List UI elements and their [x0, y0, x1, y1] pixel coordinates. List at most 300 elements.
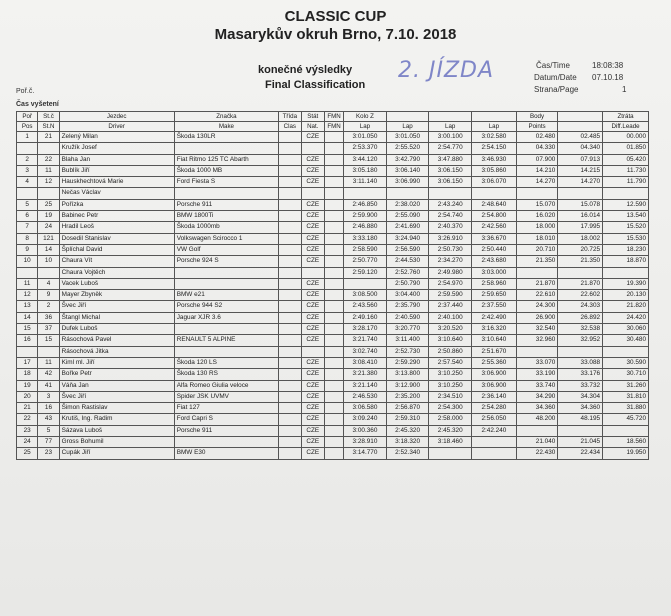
cell-points: 24.300: [516, 301, 558, 312]
cell-position: 8: [17, 233, 38, 244]
cell-lap: 2:40.590: [386, 312, 429, 323]
table-row: [17, 290, 649, 301]
cell-points: [516, 267, 558, 278]
cell-fmn: [324, 233, 343, 244]
cell-driver: Zelený Milan: [59, 132, 174, 143]
cell-fmn: [324, 165, 343, 176]
cell-fmn: [324, 211, 343, 222]
cell-lap: 2:50.860: [429, 346, 472, 357]
cell-diff: 20.130: [603, 290, 649, 301]
cell-lap: 2:57.540: [429, 357, 472, 368]
cell-points-b: 33.088: [558, 357, 603, 368]
cell-class: [279, 425, 301, 436]
cell-lap: 3:33.180: [344, 233, 387, 244]
table-row: [17, 391, 649, 402]
cell-start-number: 10: [38, 256, 59, 267]
cell-position: 23: [17, 425, 38, 436]
cell-points-b: 21.350: [558, 256, 603, 267]
cell-driver: Gross Bohumil: [59, 437, 174, 448]
cell-nationality: CZE: [301, 154, 324, 165]
cell-start-number: 2: [38, 301, 59, 312]
table-row: [17, 380, 649, 391]
cell-class: [279, 278, 301, 289]
event-subtitle: Masarykův okruh Brno, 7.10. 2018: [214, 26, 457, 43]
cell-lap: 2:49.980: [429, 267, 472, 278]
cell-lap: 2:54.970: [429, 278, 472, 289]
cell-lap: 2:50.730: [429, 244, 472, 255]
cell-make: [174, 267, 278, 278]
cell-start-number: 15: [38, 335, 59, 346]
table-row: [17, 211, 649, 222]
cell-lap: 3:01.050: [344, 132, 387, 143]
cell-diff: [603, 188, 649, 199]
cell-lap: 3:13.800: [386, 369, 429, 380]
cell-nationality: CZE: [301, 222, 324, 233]
cell-nationality: CZE: [301, 165, 324, 176]
cell-diff: [603, 425, 649, 436]
cell-lap: 3:12.900: [386, 380, 429, 391]
cell-diff: [603, 346, 649, 357]
cell-lap: 3:21.140: [344, 380, 387, 391]
cell-driver: Babinec Petr: [59, 211, 174, 222]
position-label: Poř.č.: [16, 88, 35, 95]
cell-start-number: 24: [38, 222, 59, 233]
cell-make: Spider JSK UVMV: [174, 391, 278, 402]
cell-lap: 2:48.640: [472, 199, 517, 210]
cell-points-b: [558, 267, 603, 278]
cell-lap: 2:35.200: [386, 391, 429, 402]
column-header: Značka: [174, 112, 278, 122]
table-row: [17, 132, 649, 143]
cell-fmn: [324, 290, 343, 301]
cell-points-b: 22.434: [558, 448, 603, 459]
cell-points: 18.000: [516, 222, 558, 233]
cell-lap: 2:54.740: [429, 211, 472, 222]
cell-fmn: [324, 301, 343, 312]
column-header: Poř: [17, 112, 38, 122]
cell-points: 32.540: [516, 324, 558, 335]
cell-lap: 2:51.670: [472, 346, 517, 357]
result-title-cz: konečné výsledky: [258, 64, 353, 76]
cell-start-number: 23: [38, 448, 59, 459]
cell-fmn: [324, 177, 343, 188]
cell-lap: 3:28.910: [344, 437, 387, 448]
cell-diff: 31.810: [603, 391, 649, 402]
cell-fmn: [324, 154, 343, 165]
cell-position: 22: [17, 414, 38, 425]
cell-make: [174, 346, 278, 357]
cell-nationality: CZE: [301, 244, 324, 255]
column-header: Ztráta: [603, 112, 649, 122]
cell-start-number: 14: [38, 244, 59, 255]
cell-lap: 3:18.460: [429, 437, 472, 448]
table-row: [17, 222, 649, 233]
cell-start-number: [38, 346, 59, 357]
cell-lap: 3:11.400: [386, 335, 429, 346]
cell-make: Porsche 911: [174, 425, 278, 436]
cell-diff: 18.870: [603, 256, 649, 267]
cell-make: [174, 143, 278, 154]
cell-lap: 3:00.360: [344, 425, 387, 436]
cell-lap: 2:49.160: [344, 312, 387, 323]
cell-position: [17, 346, 38, 357]
cell-driver: Šimon Rastislav: [59, 403, 174, 414]
cell-points-b: 33.176: [558, 369, 603, 380]
cell-lap: [472, 448, 517, 459]
cell-position: 6: [17, 211, 38, 222]
cell-lap: 3:47.880: [429, 154, 472, 165]
cell-lap: 3:10.640: [472, 335, 517, 346]
cell-fmn: [324, 222, 343, 233]
cell-points-b: 22.602: [558, 290, 603, 301]
table-row-continuation: [17, 267, 649, 278]
cell-points-b: 21.870: [558, 278, 603, 289]
column-header: Třída: [279, 112, 301, 122]
column-header: Clas: [279, 122, 301, 132]
cell-points: 34.360: [516, 403, 558, 414]
cell-position: 1: [17, 132, 38, 143]
header-row: [17, 112, 649, 122]
cell-lap: 2:37.550: [472, 301, 517, 312]
cell-points: [516, 346, 558, 357]
cell-points: 02.480: [516, 132, 558, 143]
cell-nationality: CZE: [301, 211, 324, 222]
column-header: St.N: [38, 122, 59, 132]
cell-lap: 3:20.520: [429, 324, 472, 335]
table-row: [17, 357, 649, 368]
table-row: [17, 244, 649, 255]
cell-class: [279, 256, 301, 267]
cell-lap: 2:36.140: [472, 391, 517, 402]
column-header: FMN: [324, 122, 343, 132]
cell-lap: 2:55.520: [386, 143, 429, 154]
cell-fmn: [324, 357, 343, 368]
cell-points-b: 14.270: [558, 177, 603, 188]
cell-diff: 30.590: [603, 357, 649, 368]
cell-fmn: [324, 278, 343, 289]
cell-diff: [603, 267, 649, 278]
cell-lap: 2:52.340: [386, 448, 429, 459]
cell-fmn: [324, 414, 343, 425]
cell-codriver: Nečas Václav: [59, 188, 174, 199]
column-header: Body: [516, 112, 558, 122]
cell-lap: 2:55.360: [472, 357, 517, 368]
cell-diff: 21.820: [603, 301, 649, 312]
cell-driver: Dufek Luboš: [59, 324, 174, 335]
cell-class: [279, 233, 301, 244]
column-header: St.č: [38, 112, 59, 122]
cell-class: [279, 369, 301, 380]
cell-lap: 2:50.770: [344, 256, 387, 267]
cell-driver: Mayer Zbyněk: [59, 290, 174, 301]
cell-position: 3: [17, 165, 38, 176]
cell-diff: 30.710: [603, 369, 649, 380]
cell-lap: 2:44.530: [386, 256, 429, 267]
cell-lap: 2:58.000: [429, 414, 472, 425]
cell-diff: 01.850: [603, 143, 649, 154]
cell-points-b: [558, 425, 603, 436]
cell-class: [279, 267, 301, 278]
cell-nationality: CZE: [301, 290, 324, 301]
cell-points: 22.430: [516, 448, 558, 459]
table-row: [17, 414, 649, 425]
cell-lap: [386, 188, 429, 199]
cell-fmn: [324, 267, 343, 278]
cell-class: [279, 437, 301, 448]
cell-position: 19: [17, 380, 38, 391]
cell-diff: 24.420: [603, 312, 649, 323]
cell-driver: Krutiš, Ing. Radim: [59, 414, 174, 425]
table-row: [17, 335, 649, 346]
cell-driver: Sázava Luboš: [59, 425, 174, 436]
cell-start-number: [38, 188, 59, 199]
cell-driver: Kiml ml. Jiří: [59, 357, 174, 368]
cell-lap: 2:52.730: [386, 346, 429, 357]
cell-start-number: 4: [38, 278, 59, 289]
cell-make: Porsche 924 S: [174, 256, 278, 267]
cell-lap: 2:56.870: [386, 403, 429, 414]
table-row: [17, 154, 649, 165]
cell-start-number: 11: [38, 165, 59, 176]
time-value: 18:08:38: [592, 61, 624, 70]
cell-nationality: CZE: [301, 414, 324, 425]
cell-driver: Vacek Luboš: [59, 278, 174, 289]
cell-start-number: 121: [38, 233, 59, 244]
cell-make: [174, 324, 278, 335]
cell-diff: 30.480: [603, 335, 649, 346]
cell-position: 16: [17, 335, 38, 346]
cell-lap: 2:42.240: [472, 425, 517, 436]
cell-start-number: 36: [38, 312, 59, 323]
cell-lap: [472, 437, 517, 448]
cell-position: [17, 188, 38, 199]
cell-class: [279, 132, 301, 143]
result-title-en: Final Classification: [265, 79, 366, 91]
table-row: [17, 324, 649, 335]
cell-nationality: CZE: [301, 132, 324, 143]
cell-points: 33.070: [516, 357, 558, 368]
cell-lap: 2:59.650: [472, 290, 517, 301]
column-header: Lap: [429, 122, 472, 132]
cell-fmn: [324, 425, 343, 436]
cell-nationality: CZE: [301, 199, 324, 210]
page-value: 1: [622, 85, 627, 94]
cell-lap: 3:04.400: [386, 290, 429, 301]
cell-lap: [344, 188, 387, 199]
cell-lap: 3:08.500: [344, 290, 387, 301]
section-label: Čas vyšetení: [16, 101, 59, 108]
cell-class: [279, 177, 301, 188]
cell-points: 22.610: [516, 290, 558, 301]
cell-diff: 18.560: [603, 437, 649, 448]
cell-start-number: 19: [38, 211, 59, 222]
cell-class: [279, 165, 301, 176]
cell-nationality: CZE: [301, 256, 324, 267]
cell-lap: 3:06.900: [472, 369, 517, 380]
cell-nationality: CZE: [301, 357, 324, 368]
cell-fmn: [324, 244, 343, 255]
cell-points: 48.200: [516, 414, 558, 425]
cell-start-number: 3: [38, 391, 59, 402]
cell-make: Škoda 130 RS: [174, 369, 278, 380]
cell-class: [279, 357, 301, 368]
cell-start-number: [38, 267, 59, 278]
cell-diff: 15.520: [603, 222, 649, 233]
cell-nationality: [301, 143, 324, 154]
cell-fmn: [324, 188, 343, 199]
cell-lap: 2:45.320: [386, 425, 429, 436]
cell-diff: 11.730: [603, 165, 649, 176]
cell-class: [279, 244, 301, 255]
cell-points: 21.350: [516, 256, 558, 267]
cell-points-b: 04.340: [558, 143, 603, 154]
column-header: Lap: [386, 122, 429, 132]
page-label: Strana/Page: [534, 85, 579, 94]
cell-driver: Pořízka: [59, 199, 174, 210]
cell-driver: Chaura Vít: [59, 256, 174, 267]
column-header: Stát: [301, 112, 324, 122]
cell-driver: Hauskhechtová Marie: [59, 177, 174, 188]
cell-fmn: [324, 324, 343, 335]
cell-lap: 2:54.800: [472, 211, 517, 222]
cell-fmn: [324, 335, 343, 346]
cell-position: 21: [17, 403, 38, 414]
cell-driver: Blaha Jan: [59, 154, 174, 165]
cell-points: 26.900: [516, 312, 558, 323]
cell-start-number: 77: [38, 437, 59, 448]
cell-make: Škoda 1000mb: [174, 222, 278, 233]
cell-lap: 3:24.940: [386, 233, 429, 244]
cell-lap: 2:35.790: [386, 301, 429, 312]
cell-diff: 05.420: [603, 154, 649, 165]
column-header: Jezdec: [59, 112, 174, 122]
cell-class: [279, 312, 301, 323]
cell-make: BMW E30: [174, 448, 278, 459]
cell-class: [279, 290, 301, 301]
cell-lap: 2:59.310: [386, 414, 429, 425]
cell-lap: 3:06.900: [472, 380, 517, 391]
cell-points: 14.270: [516, 177, 558, 188]
cell-lap: 2:46.850: [344, 199, 387, 210]
cell-make: Alfa Romeo Giulia veloce: [174, 380, 278, 391]
cell-nationality: CZE: [301, 233, 324, 244]
cell-lap: 3:26.910: [429, 233, 472, 244]
date-label: Datum/Date: [534, 73, 577, 82]
cell-lap: 3:09.240: [344, 414, 387, 425]
cell-diff: 12.590: [603, 199, 649, 210]
cell-lap: 2:43.240: [429, 199, 472, 210]
cell-lap: 2:54.280: [472, 403, 517, 414]
cell-nationality: CZE: [301, 448, 324, 459]
cell-position: 9: [17, 244, 38, 255]
cell-start-number: 41: [38, 380, 59, 391]
cell-points: 04.330: [516, 143, 558, 154]
cell-class: [279, 391, 301, 402]
cell-fmn: [324, 346, 343, 357]
table-row: [17, 403, 649, 414]
column-header: Nat.: [301, 122, 324, 132]
cell-lap: 2:34.270: [429, 256, 472, 267]
cell-lap: 2:56.590: [386, 244, 429, 255]
cell-lap: 3:28.170: [344, 324, 387, 335]
cell-class: [279, 335, 301, 346]
cell-points-b: 48.195: [558, 414, 603, 425]
column-header: [386, 112, 429, 122]
cell-make: Porsche 911: [174, 199, 278, 210]
cell-make: [174, 437, 278, 448]
column-header: [558, 112, 603, 122]
cell-lap: 3:00.100: [429, 132, 472, 143]
cell-driver: Váňa Jan: [59, 380, 174, 391]
cell-start-number: 16: [38, 403, 59, 414]
cell-fmn: [324, 369, 343, 380]
cell-diff: 15.530: [603, 233, 649, 244]
column-header: Make: [174, 122, 278, 132]
cell-position: 11: [17, 278, 38, 289]
column-header: Driver: [59, 122, 174, 132]
cell-points: 14.210: [516, 165, 558, 176]
cell-lap: 2:46.530: [344, 391, 387, 402]
cell-points: 20.710: [516, 244, 558, 255]
table-row: [17, 177, 649, 188]
cell-lap: 2:45.320: [429, 425, 472, 436]
cell-points: 33.190: [516, 369, 558, 380]
cell-start-number: 42: [38, 369, 59, 380]
cell-position: 18: [17, 369, 38, 380]
cell-lap: 2:42.490: [472, 312, 517, 323]
cell-lap: 3:03.000: [472, 267, 517, 278]
cell-diff: 31.260: [603, 380, 649, 391]
cell-nationality: CZE: [301, 380, 324, 391]
cell-nationality: CZE: [301, 391, 324, 402]
cell-make: Škoda 120 LS: [174, 357, 278, 368]
cell-nationality: CZE: [301, 312, 324, 323]
cell-position: 25: [17, 448, 38, 459]
cell-lap: 3:21.740: [344, 335, 387, 346]
cell-lap: 2:50.440: [472, 244, 517, 255]
cell-start-number: 9: [38, 290, 59, 301]
cell-lap: 3:36.670: [472, 233, 517, 244]
cell-points-b: 18.002: [558, 233, 603, 244]
cell-nationality: [301, 267, 324, 278]
cell-fmn: [324, 391, 343, 402]
cell-lap: 2:34.510: [429, 391, 472, 402]
cell-driver: Cupák Jiří: [59, 448, 174, 459]
cell-points: 33.740: [516, 380, 558, 391]
cell-position: 15: [17, 324, 38, 335]
cell-lap: 2:37.440: [429, 301, 472, 312]
cell-points-b: 26.892: [558, 312, 603, 323]
cell-lap: 2:55.090: [386, 211, 429, 222]
column-header: Lap: [472, 122, 517, 132]
table-row: [17, 256, 649, 267]
cell-nationality: CZE: [301, 335, 324, 346]
cell-driver: Rásochová Pavel: [59, 335, 174, 346]
cell-fmn: [324, 199, 343, 210]
cell-lap: [429, 448, 472, 459]
cell-lap: 2:54.770: [429, 143, 472, 154]
cell-start-number: 25: [38, 199, 59, 210]
cell-make: Ford Fiesta S: [174, 177, 278, 188]
cell-points-b: 14.215: [558, 165, 603, 176]
cell-lap: 2:38.020: [386, 199, 429, 210]
cell-make: BMW e21: [174, 290, 278, 301]
cell-position: 13: [17, 301, 38, 312]
cell-points-b: 07.913: [558, 154, 603, 165]
cell-lap: 3:10.250: [429, 369, 472, 380]
cell-lap: 3:16.320: [472, 324, 517, 335]
header-row: [17, 122, 649, 132]
